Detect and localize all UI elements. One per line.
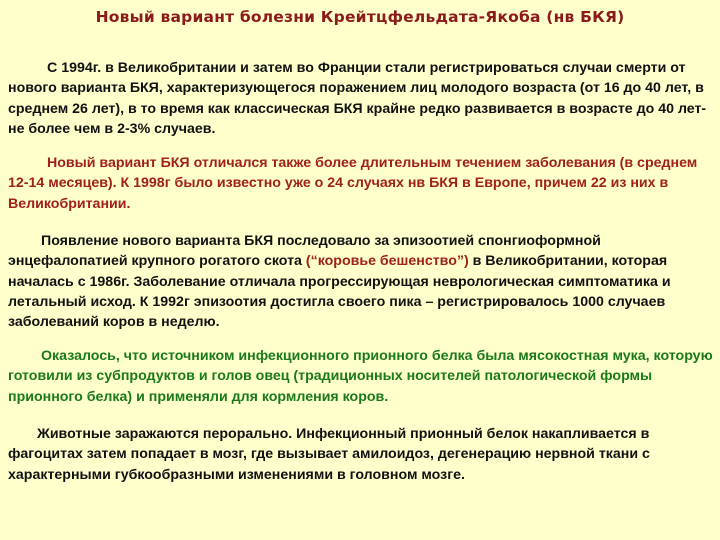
paragraph-bse-text-end: в Великобритании, которая началась с 1986г. Заболевание отличала прогрессирующая неврологическая симптоматика и летальный исход. К 1992г эпизоотия достигла своего пика – регистрировалось 1000 случаев заболеваний коров в неделю.: [8, 253, 671, 331]
slide-title: Новый вариант болезни Крейтцфельдата-Якоба (нв БКЯ): [95, 8, 625, 26]
paragraph-1994-cases: С 1994г. в Великобритании и затем во Франции стали регистрироваться случаи смерти от нового варианта БКЯ, характеризующегося поражением лиц молодого возраста (от 16 до 40 лет, в среднем 26 лет), в то время как классическая БКЯ крайне редко развивается в возрасте до 40 лет- не более чем в 2-3% случаев.: [8, 60, 707, 137]
paragraph-infection-mechanism: Животные заражаются перорально. Инфекционный прионный белок накапливается в фагоцитах затем попадает в мозг, где вызывает амилоидоз, дегенерацию нервной ткани с характерными губкообразными изменениями в головном мозге.: [8, 426, 650, 483]
mad-cow-highlight: (“коровье бешенство”): [305, 253, 469, 270]
paragraph-bse-epizootic: [8, 231, 714, 332]
paragraph-prion-source: Оказалось, что источником инфекционного прионного белка была мясокостная мука, которую готовили из субпродуктов и голов овец (традиционных носителей патологической формы прионного белка) и применяли для кормления коров.: [8, 348, 713, 405]
paragraph-disease-duration: Новый вариант БКЯ отличался также более длительным течением заболевания (в среднем 12-14 месяцев). К 1998г было известно уже о 24 случаях нв БКЯ в Европе, причем 22 из них в Великобритании.: [8, 155, 698, 212]
paragraph-bse-text-start: Появление нового варианта БКЯ последовало за эпизоотией спонгиоформной энцефалопатией крупного рогатого скота: [8, 233, 601, 270]
